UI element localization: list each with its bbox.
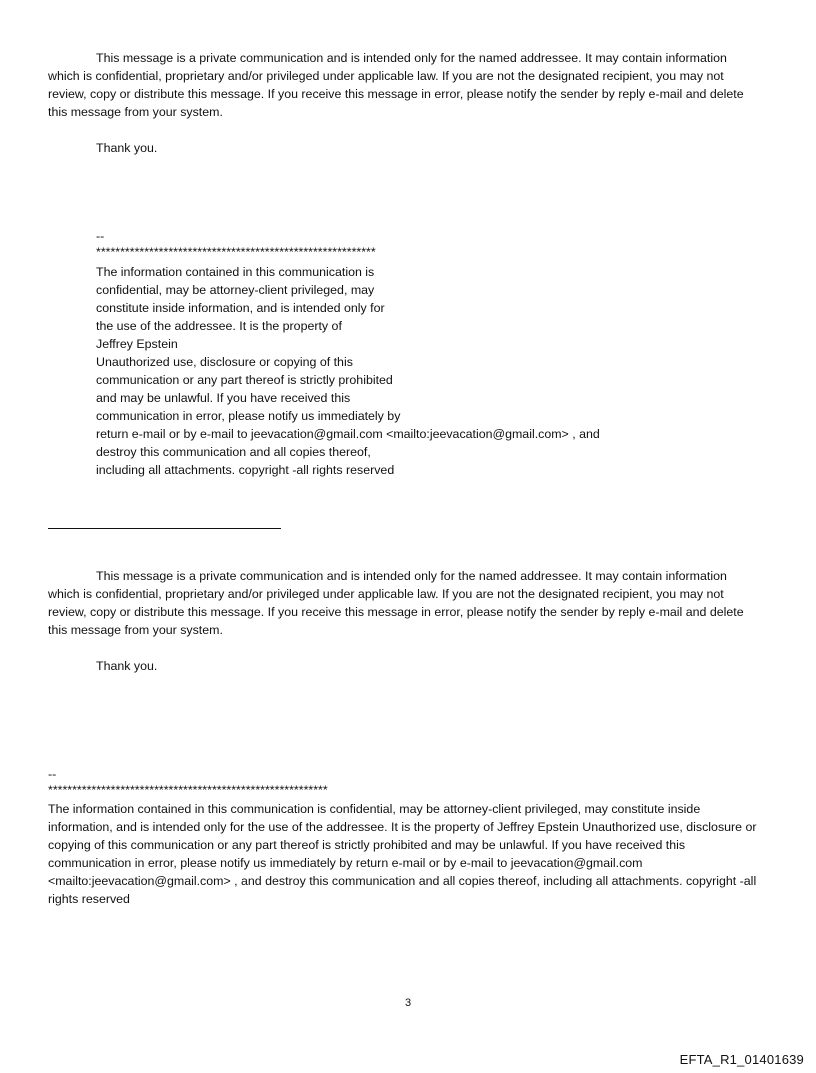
confidentiality-notice-2: The information contained in this communication is confidential, may be attorney-client privileged, may constitute inside information, and is intended only for the use of the addressee. It is the property of Jeffrey Epstein Unauthorized use, disclosure or copying of this communication or any part thereof is strictly prohibited and may be unlawful. If you have received this communication in error, please notify us immediately by return e-mail or by e-mail to jeevacation@gmail.com <mailto:jeevacation@gmail.com> , and destroy this communication and all copies thereof, including all attachments. copyright -all rights reserved — [48, 802, 757, 906]
thank-you-text-2: Thank you. — [96, 659, 158, 673]
notice-line: communication or any part thereof is strictly prohibited — [96, 373, 393, 387]
notice-line: return e-mail or by e-mail to jeevacation@gmail.com <mailto:jeevacation@gmail.com> , and — [96, 427, 600, 441]
notice-line: confidential, may be attorney-client privileged, may — [96, 283, 375, 297]
page-number: 3 — [404, 997, 412, 1009]
notice-line: Jeffrey Epstein — [96, 337, 178, 351]
notice-line: destroy this communication and all copies thereof, — [96, 445, 371, 459]
notice-line: Unauthorized use, disclosure or copying of this — [96, 355, 353, 369]
thank-you-text-1: Thank you. — [96, 141, 158, 155]
notice-line: and may be unlawful. If you have received this — [96, 391, 351, 405]
disclaimer-paragraph-2: This message is a private communication and is intended only for the named addressee. It may contain information which is confidential, proprietary and/or privileged under applicable law. If you are not the designated recipient, you may not review, copy or distribute this message. If you receive this message in error, please notify the sender by reply e-mail and delete this message from your system. — [48, 569, 744, 637]
signature-stars-2: ********************************************************** — [48, 783, 328, 797]
notice-line: constitute inside information, and is intended only for — [96, 301, 385, 315]
horizontal-divider — [48, 528, 281, 529]
signature-stars-1: ********************************************************** — [96, 245, 376, 259]
signature-dashes-1: -- — [96, 229, 105, 243]
notice-line: the use of the addressee. It is the property of — [96, 319, 342, 333]
disclaimer-paragraph-1: This message is a private communication and is intended only for the named addressee. It may contain information which is confidential, proprietary and/or privileged under applicable law. If you are not the designated recipient, you may not review, copy or distribute this message. If you receive this message in error, please notify the sender by reply e-mail and delete this message from your system. — [48, 51, 744, 119]
signature-dashes-2: -- — [48, 767, 57, 781]
confidentiality-notice-1 — [96, 263, 600, 479]
document-id: EFTA_R1_01401639 — [679, 1052, 804, 1067]
notice-line: communication in error, please notify us immediately by — [96, 409, 401, 423]
notice-line: including all attachments. copyright -all rights reserved — [96, 463, 395, 477]
notice-line: The information contained in this communication is — [96, 265, 375, 279]
